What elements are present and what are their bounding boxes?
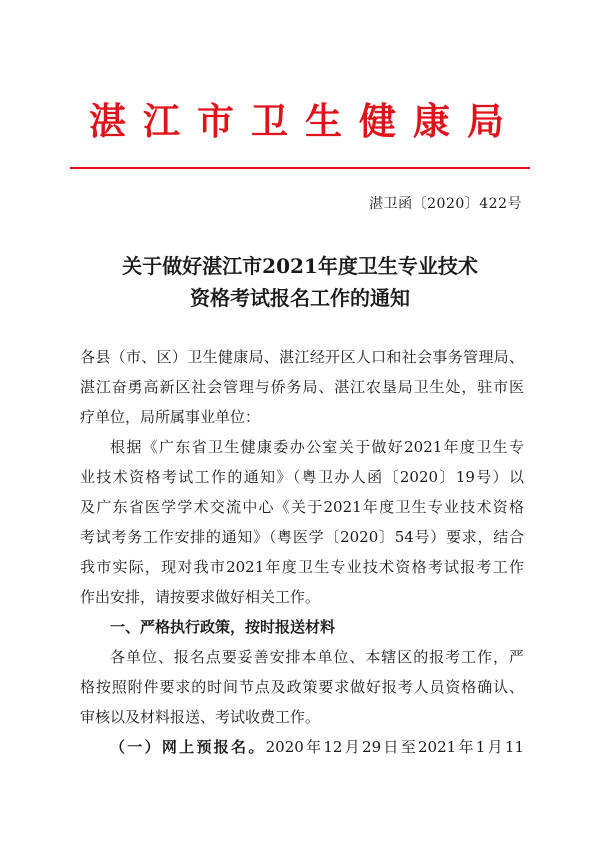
paragraph-line: 根据《广东省卫生健康委办公室关于做好2021年度卫生专 [110, 438, 524, 456]
paragraph-line: 审核以及材料报送、考试收费工作。 [80, 708, 321, 726]
subsection-label: （一）网上预报名。 [110, 738, 266, 756]
addressee-line: 疗单位，局所属事业单位： [80, 408, 261, 426]
addressee-line: 湛江奋勇高新区社会管理与侨务局、湛江农垦局卫生处，驻市医 [80, 378, 524, 396]
paragraph-line: 及广东省医学学术交流中心《关于2021年度卫生专业技术资格 [80, 498, 524, 516]
document-body [80, 342, 524, 762]
paragraph-line: 作出安排，请按要求做好相关工作。 [80, 588, 321, 606]
subsection-line [80, 732, 524, 762]
paragraph-line: 业技术资格考试工作的通知》（粤卫办人函〔2020〕19号）以 [80, 468, 524, 486]
paragraph-line: 我市实际，现对我市2021年度卫生专业技术资格考试报考工作 [80, 558, 524, 576]
addressee-line: 各县（市、区）卫生健康局、湛江经开区人口和社会事务管理局、 [80, 348, 524, 366]
section-heading: 一、严格执行政策，按时报送材料 [110, 618, 336, 636]
document-number: 湛卫函〔2020〕422号 [369, 196, 522, 212]
subsection-text: 2020年12月29日至2021年1月11 [265, 738, 524, 756]
paragraph-line: 考试考务工作安排的通知》（粤医学〔2020〕54号）要求，结合 [80, 528, 524, 546]
paragraph-line: 格按照附件要求的时间节点及政策要求做好报考人员资格确认、 [80, 678, 524, 696]
document-title-line-1: 关于做好湛江市2021年度卫生专业技术 [122, 254, 478, 278]
document-title [0, 250, 600, 314]
document-title-line-2: 资格考试报名工作的通知 [190, 286, 410, 310]
red-divider-rule [70, 167, 530, 169]
paragraph-line: 各单位、报名点要妥善安排本单位、本辖区的报考工作，严 [110, 648, 524, 666]
org-title: 湛江市卫生健康局 [89, 99, 521, 143]
